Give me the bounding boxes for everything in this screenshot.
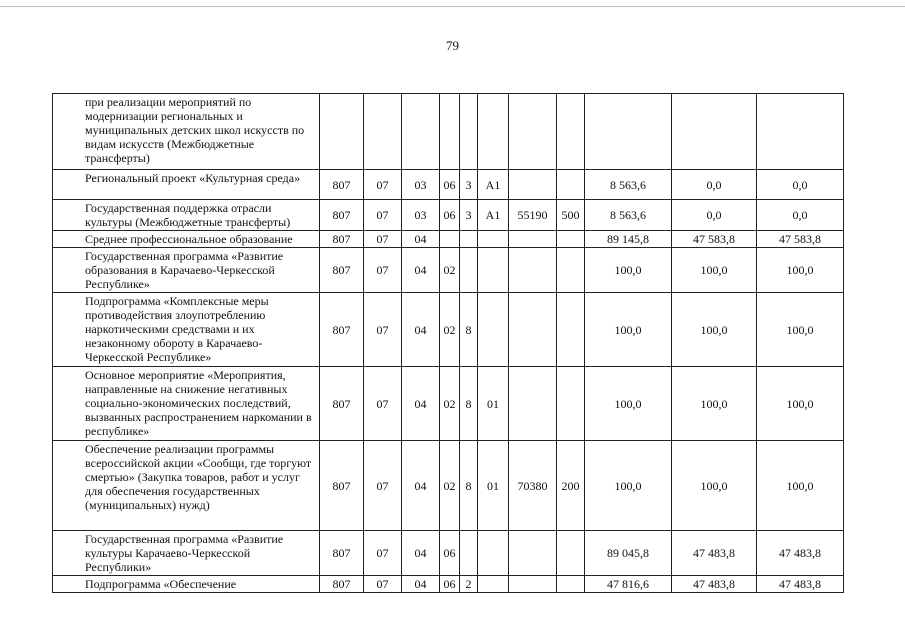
row-name-cell: Основное мероприятие «Мероприятия, направленные на снижение негативных социально-экономических последствий, вызванных распространением наркомании в республике» [53,367,320,441]
subprogram-code-cell: 8 [460,441,478,531]
amount-year1-cell: 8 563,6 [585,170,672,200]
subsection-code-cell: 04 [402,531,440,576]
amount-year2-cell: 0,0 [672,170,757,200]
table-row [53,94,844,170]
table-row [53,576,844,593]
amount-year1-cell: 89 045,8 [585,531,672,576]
program-code-cell: 02 [440,248,460,293]
section-code-cell: 07 [364,441,402,531]
budget-table [52,93,844,593]
subprogram-code-cell: 8 [460,367,478,441]
amount-year2-cell: 47 483,8 [672,576,757,593]
chapter-code-cell: 807 [320,248,364,293]
amount-year2-cell: 100,0 [672,441,757,531]
amount-year2-cell: 100,0 [672,293,757,367]
direction-code-cell [509,231,557,248]
top-rule [0,6,905,7]
amount-year1-cell: 8 563,6 [585,200,672,231]
table-row [53,200,844,231]
amount-year2-cell: 47 583,8 [672,231,757,248]
expense-type-cell [557,367,585,441]
row-name-cell: Подпрограмма «Обеспечение [53,576,320,593]
row-name-cell: Региональный проект «Культурная среда» [53,170,320,200]
amount-year3-cell: 100,0 [757,293,844,367]
amount-year1-cell [585,94,672,170]
expense-type-cell [557,248,585,293]
section-code-cell: 07 [364,248,402,293]
direction-code-cell [509,248,557,293]
chapter-code-cell: 807 [320,367,364,441]
chapter-code-cell: 807 [320,531,364,576]
table-row [53,293,844,367]
program-code-cell: 02 [440,293,460,367]
event-code-cell: 01 [478,367,509,441]
expense-type-cell [557,94,585,170]
amount-year3-cell: 47 583,8 [757,231,844,248]
subprogram-code-cell: 3 [460,170,478,200]
subprogram-code-cell [460,531,478,576]
subsection-code-cell [402,94,440,170]
event-code-cell: A1 [478,170,509,200]
amount-year3-cell [757,94,844,170]
amount-year3-cell: 47 483,8 [757,576,844,593]
chapter-code-cell: 807 [320,576,364,593]
expense-type-cell: 200 [557,441,585,531]
amount-year3-cell: 100,0 [757,248,844,293]
amount-year2-cell: 100,0 [672,367,757,441]
section-code-cell: 07 [364,231,402,248]
amount-year1-cell: 89 145,8 [585,231,672,248]
event-code-cell: 01 [478,441,509,531]
direction-code-cell [509,293,557,367]
event-code-cell [478,231,509,248]
program-code-cell: 02 [440,367,460,441]
expense-type-cell [557,231,585,248]
row-name-cell: Государственная поддержка отрасли культуры (Межбюджетные трансферты) [53,200,320,231]
section-code-cell: 07 [364,576,402,593]
event-code-cell [478,293,509,367]
chapter-code-cell: 807 [320,170,364,200]
direction-code-cell [509,94,557,170]
section-code-cell: 07 [364,170,402,200]
section-code-cell: 07 [364,200,402,231]
page-number: 79 [446,38,459,53]
direction-code-cell [509,576,557,593]
event-code-cell [478,576,509,593]
subsection-code-cell: 04 [402,441,440,531]
program-code-cell [440,231,460,248]
section-code-cell: 07 [364,531,402,576]
table-row [53,231,844,248]
event-code-cell [478,94,509,170]
expense-type-cell: 500 [557,200,585,231]
event-code-cell [478,531,509,576]
row-name-cell: Государственная программа «Развитие культуры Карачаево-Черкесской Республики» [53,531,320,576]
subsection-code-cell: 04 [402,576,440,593]
amount-year2-cell: 100,0 [672,248,757,293]
subsection-code-cell: 03 [402,200,440,231]
table-row [53,248,844,293]
amount-year3-cell: 0,0 [757,200,844,231]
subsection-code-cell: 04 [402,231,440,248]
direction-code-cell: 55190 [509,200,557,231]
chapter-code-cell: 807 [320,441,364,531]
amount-year2-cell: 0,0 [672,200,757,231]
section-code-cell [364,94,402,170]
row-name-cell: Среднее профессиональное образование [53,231,320,248]
subprogram-code-cell: 3 [460,200,478,231]
direction-code-cell [509,367,557,441]
section-code-cell: 07 [364,367,402,441]
amount-year1-cell: 47 816,6 [585,576,672,593]
direction-code-cell [509,170,557,200]
subsection-code-cell: 04 [402,367,440,441]
expense-type-cell [557,576,585,593]
subprogram-code-cell [460,231,478,248]
amount-year3-cell: 47 483,8 [757,531,844,576]
event-code-cell [478,248,509,293]
expense-type-cell [557,170,585,200]
expense-type-cell [557,531,585,576]
direction-code-cell: 70380 [509,441,557,531]
amount-year1-cell: 100,0 [585,441,672,531]
subsection-code-cell: 04 [402,248,440,293]
section-code-cell: 07 [364,293,402,367]
amount-year2-cell [672,94,757,170]
event-code-cell: A1 [478,200,509,231]
table-row [53,531,844,576]
chapter-code-cell [320,94,364,170]
subprogram-code-cell: 8 [460,293,478,367]
program-code-cell: 02 [440,441,460,531]
chapter-code-cell: 807 [320,293,364,367]
subsection-code-cell: 03 [402,170,440,200]
table-row [53,441,844,531]
row-name-cell: Государственная программа «Развитие образования в Карачаево-Черкесской Республике» [53,248,320,293]
program-code-cell [440,94,460,170]
row-name-cell: при реализации мероприятий по модернизации региональных и муниципальных детских школ искусств по видам искусств (Межбюджетные трансферты) [53,94,320,170]
program-code-cell: 06 [440,170,460,200]
row-name-cell: Подпрограмма «Комплексные меры противодействия злоупотреблению наркотическими средствами и их незаконному обороту в Карачаево-Черкесской Республике» [53,293,320,367]
table-row [53,367,844,441]
amount-year3-cell: 100,0 [757,441,844,531]
amount-year1-cell: 100,0 [585,293,672,367]
row-name-cell: Обеспечение реализации программы всероссийской акции «Сообщи, где торгуют смертью» (Закупка товаров, работ и услуг для обеспечения государственных (муниципальных) нужд) [53,441,320,531]
program-code-cell: 06 [440,200,460,231]
chapter-code-cell: 807 [320,231,364,248]
amount-year3-cell: 100,0 [757,367,844,441]
subprogram-code-cell [460,94,478,170]
amount-year3-cell: 0,0 [757,170,844,200]
expense-type-cell [557,293,585,367]
subsection-code-cell: 04 [402,293,440,367]
subprogram-code-cell [460,248,478,293]
table-row [53,170,844,200]
chapter-code-cell: 807 [320,200,364,231]
program-code-cell: 06 [440,531,460,576]
subprogram-code-cell: 2 [460,576,478,593]
direction-code-cell [509,531,557,576]
program-code-cell: 06 [440,576,460,593]
amount-year1-cell: 100,0 [585,248,672,293]
amount-year2-cell: 47 483,8 [672,531,757,576]
amount-year1-cell: 100,0 [585,367,672,441]
